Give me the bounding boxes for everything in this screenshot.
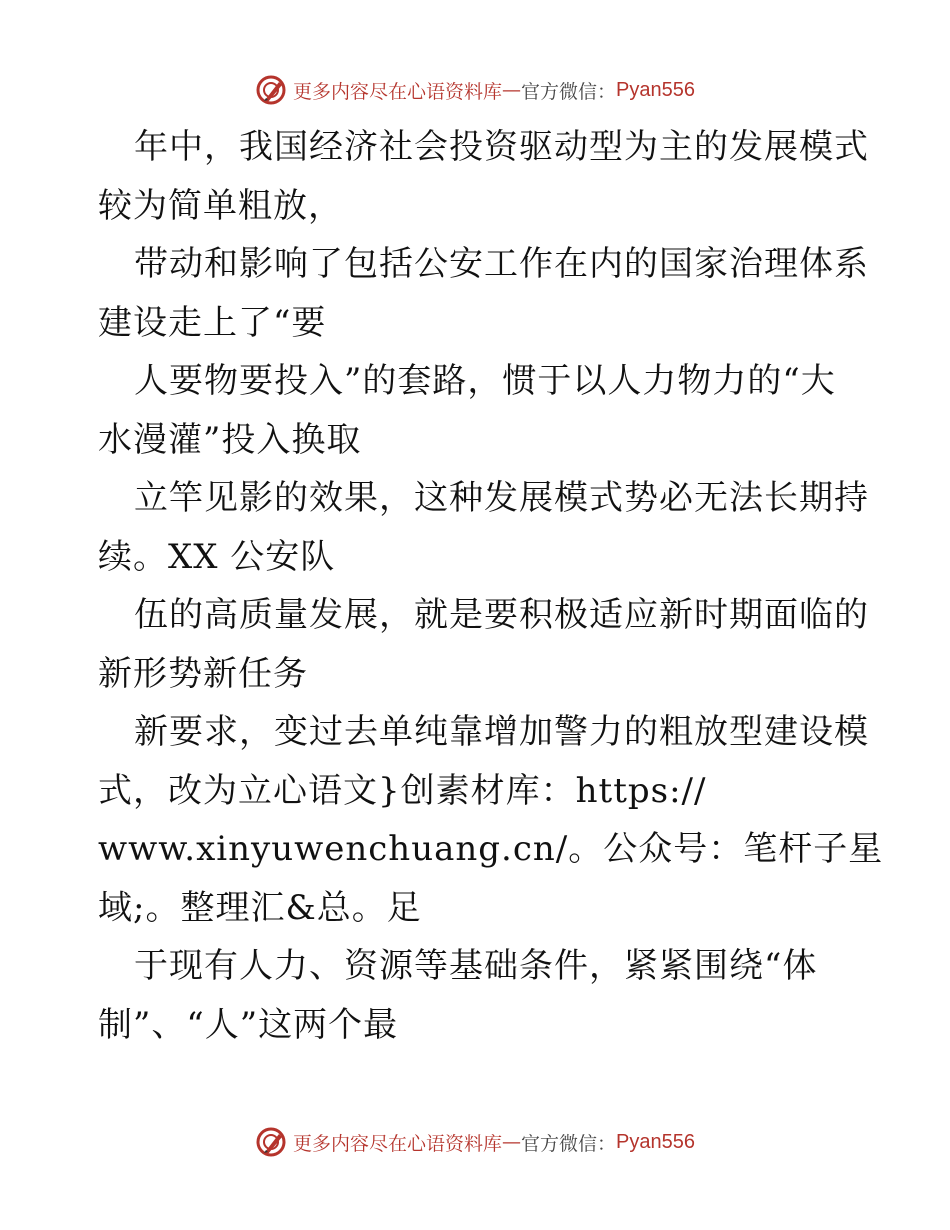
text-line: 域;。整理汇&总。足 — [98, 887, 422, 928]
footer-banner — [0, 1124, 950, 1160]
header-wechat-id: Pyan556 — [616, 78, 695, 101]
text-line: 较为简单粗放， — [98, 185, 343, 226]
pen-logo-icon — [255, 1126, 287, 1158]
text-line: www.xinyuwenchuang.cn/。公众号：笔杆子星 — [98, 829, 884, 869]
header-banner-text: 更多内容尽在心语资料库 — [293, 80, 503, 103]
text-line: 水漫灌”投入换取 — [98, 419, 362, 460]
pen-logo-icon — [255, 74, 287, 106]
text-line: 年中，我国经济社会投资驱动型为主的发展模式 — [134, 127, 869, 167]
text-line: 新形势新任务 — [98, 653, 308, 694]
text-line: 伍的高质量发展，就是要积极适应新时期面临的 — [134, 595, 869, 635]
text-line: 建设走上了“要 — [98, 302, 327, 343]
footer-wechat-id: Pyan556 — [616, 1130, 695, 1153]
header-wechat-label: 官方微信： — [521, 80, 617, 103]
footer-separator: — — [502, 1131, 522, 1153]
text-line: 于现有人力、资源等基础条件，紧紧围绕“体 — [134, 946, 818, 986]
text-line: 立竿见影的效果，这种发展模式势必无法长期持 — [134, 478, 869, 518]
text-line: 新要求，变过去单纯靠增加警力的粗放型建设模 — [134, 712, 869, 752]
text-line: 式，改为立心语文}创素材库：https:// — [98, 770, 707, 811]
header-banner — [0, 72, 950, 108]
footer-wechat-label: 官方微信： — [521, 1132, 617, 1155]
text-line: 制”、“人”这两个最 — [98, 1004, 399, 1045]
document-body — [98, 118, 884, 1054]
footer-banner-text: 更多内容尽在心语资料库 — [293, 1132, 503, 1155]
text-line: 带动和影响了包括公安工作在内的国家治理体系 — [134, 244, 869, 284]
text-line: 人要物要投入”的套路，惯于以人力物力的“大 — [134, 361, 836, 401]
header-separator: — — [502, 79, 522, 101]
text-line: 续。XX 公安队 — [98, 536, 336, 577]
